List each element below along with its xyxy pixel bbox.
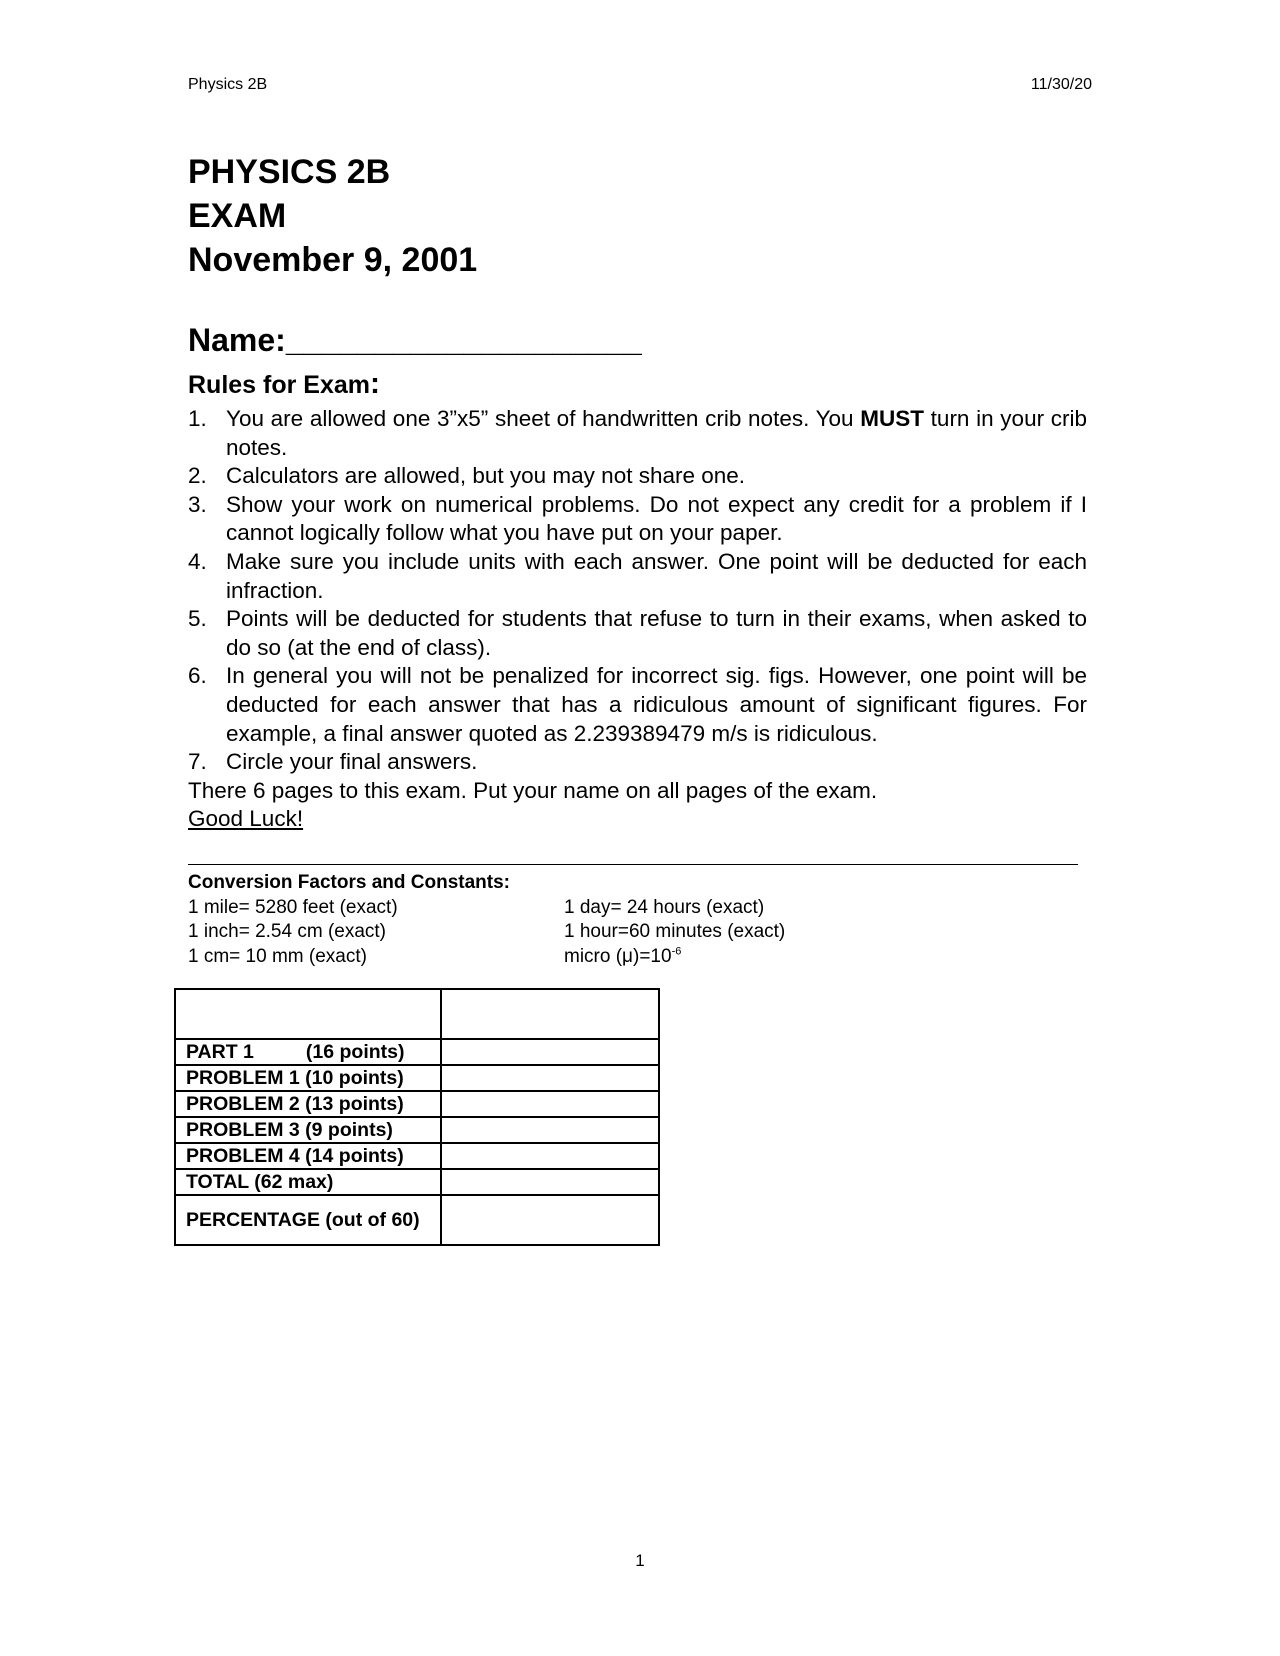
rule-text: Make sure you include units with each answer. One point will be deducted for each infraction.: [226, 548, 1087, 603]
rule-item: [188, 405, 1087, 462]
rule-text-part: turn in your crib notes.: [226, 406, 1088, 460]
conversion-row: [188, 920, 1088, 945]
score-label: PROBLEM 1 (10 points): [175, 1065, 441, 1091]
score-label: PROBLEM 4 (14 points): [175, 1143, 441, 1169]
name-label: Name:: [188, 322, 286, 358]
conversion-left: 1 cm= 10 mm (exact): [188, 945, 367, 967]
page-number: 1: [635, 1551, 645, 1570]
rule-text: In general you will not be penalized for incorrect sig. figs. However, one point will be deducted for each answer that has a ridiculous amount of significant figures. For example, a final answer quoted as 2.239389479 m/s is ridiculous.: [226, 663, 1087, 746]
rule-item: [188, 748, 1087, 777]
table-row: [175, 1065, 659, 1091]
table-row: [175, 1039, 659, 1065]
rule-text: Points will be deducted for students that refuse to turn in their exams, when asked to do so (at the end of class).: [226, 606, 1087, 660]
score-label: PROBLEM 3 (9 points): [175, 1117, 441, 1143]
score-value-cell[interactable]: [441, 1091, 659, 1117]
rule-item: [188, 548, 1087, 605]
score-value-cell[interactable]: [441, 1065, 659, 1091]
table-row: [175, 1091, 659, 1117]
rule-number: 4.: [188, 548, 207, 574]
title-course: PHYSICS 2B: [188, 153, 391, 191]
table-row: [175, 1169, 659, 1195]
rules-list: [188, 405, 1087, 777]
pages-note: There 6 pages to this exam. Put your name on all pages of the exam.: [188, 777, 878, 803]
score-header-value: [441, 989, 659, 1039]
conversion-left: 1 mile= 5280 feet (exact): [188, 896, 398, 918]
table-row: [175, 1195, 659, 1245]
conversion-right: [564, 945, 681, 970]
score-label: PERCENTAGE (out of 60): [175, 1195, 441, 1245]
score-label: [175, 1039, 441, 1065]
rule-text: [226, 405, 1087, 462]
part1-label: PART 1: [186, 1041, 254, 1063]
title-date: November 9, 2001: [188, 241, 478, 279]
title-exam: EXAM: [188, 197, 287, 235]
rules-heading-text: Rules for Exam: [188, 371, 371, 399]
conversion-right: 1 day= 24 hours (exact): [564, 896, 765, 918]
score-label: TOTAL (62 max): [175, 1169, 441, 1195]
header-course: Physics 2B: [188, 76, 268, 93]
rule-item: [188, 462, 1087, 491]
good-luck: Good Luck!: [188, 806, 304, 832]
rules-section: [188, 405, 1087, 834]
rules-heading-colon: :: [370, 367, 381, 400]
rule-number: 2.: [188, 463, 207, 489]
rule-text-part: You are allowed one 3”x5” sheet of handwritten crib notes. You: [226, 406, 861, 431]
rule-number: 7.: [188, 749, 207, 775]
table-row: [175, 1143, 659, 1169]
score-table: [174, 988, 660, 1246]
micro-definition: micro (μ)=10: [564, 945, 672, 967]
table-row: [175, 989, 659, 1039]
conversion-row: [188, 945, 1088, 970]
rule-number: 1.: [188, 406, 207, 431]
rule-text: Circle your final answers.: [226, 749, 478, 775]
conversion-title: Conversion Factors and Constants:: [188, 872, 510, 893]
rule-item: [188, 605, 1087, 662]
section-divider: [188, 864, 1078, 865]
rule-number: 3.: [188, 491, 207, 517]
name-blank: ____________________: [285, 322, 642, 358]
rules-heading: [188, 367, 380, 401]
name-field[interactable]: [188, 322, 642, 359]
conversion-factors: [188, 871, 1088, 969]
score-label: PROBLEM 2 (13 points): [175, 1091, 441, 1117]
score-value-cell[interactable]: [441, 1143, 659, 1169]
score-value-cell[interactable]: [441, 1195, 659, 1245]
rule-text: Calculators are allowed, but you may not share one.: [226, 463, 746, 489]
score-header-cell: [175, 989, 441, 1039]
rule-item: [188, 491, 1087, 548]
score-value-cell[interactable]: [441, 1169, 659, 1195]
exam-title: [188, 150, 477, 282]
header-date: 11/30/20: [1030, 76, 1092, 93]
rule-emphasis: MUST: [860, 406, 924, 431]
score-value-cell[interactable]: [441, 1039, 659, 1065]
conversion-right: 1 hour=60 minutes (exact): [564, 921, 786, 942]
rule-text: Show your work on numerical problems. Do not expect any credit for a problem if I cannot logically follow what you have put on your paper.: [226, 491, 1087, 546]
rule-item: [188, 662, 1087, 748]
conversion-left: 1 inch= 2.54 cm (exact): [188, 921, 387, 942]
micro-exponent: -6: [671, 945, 682, 958]
rule-number: 6.: [188, 663, 207, 689]
table-row: [175, 1117, 659, 1143]
score-value-cell[interactable]: [441, 1117, 659, 1143]
part1-points: (16 points): [305, 1041, 405, 1063]
rule-number: 5.: [188, 606, 207, 632]
conversion-row: [188, 896, 1088, 921]
